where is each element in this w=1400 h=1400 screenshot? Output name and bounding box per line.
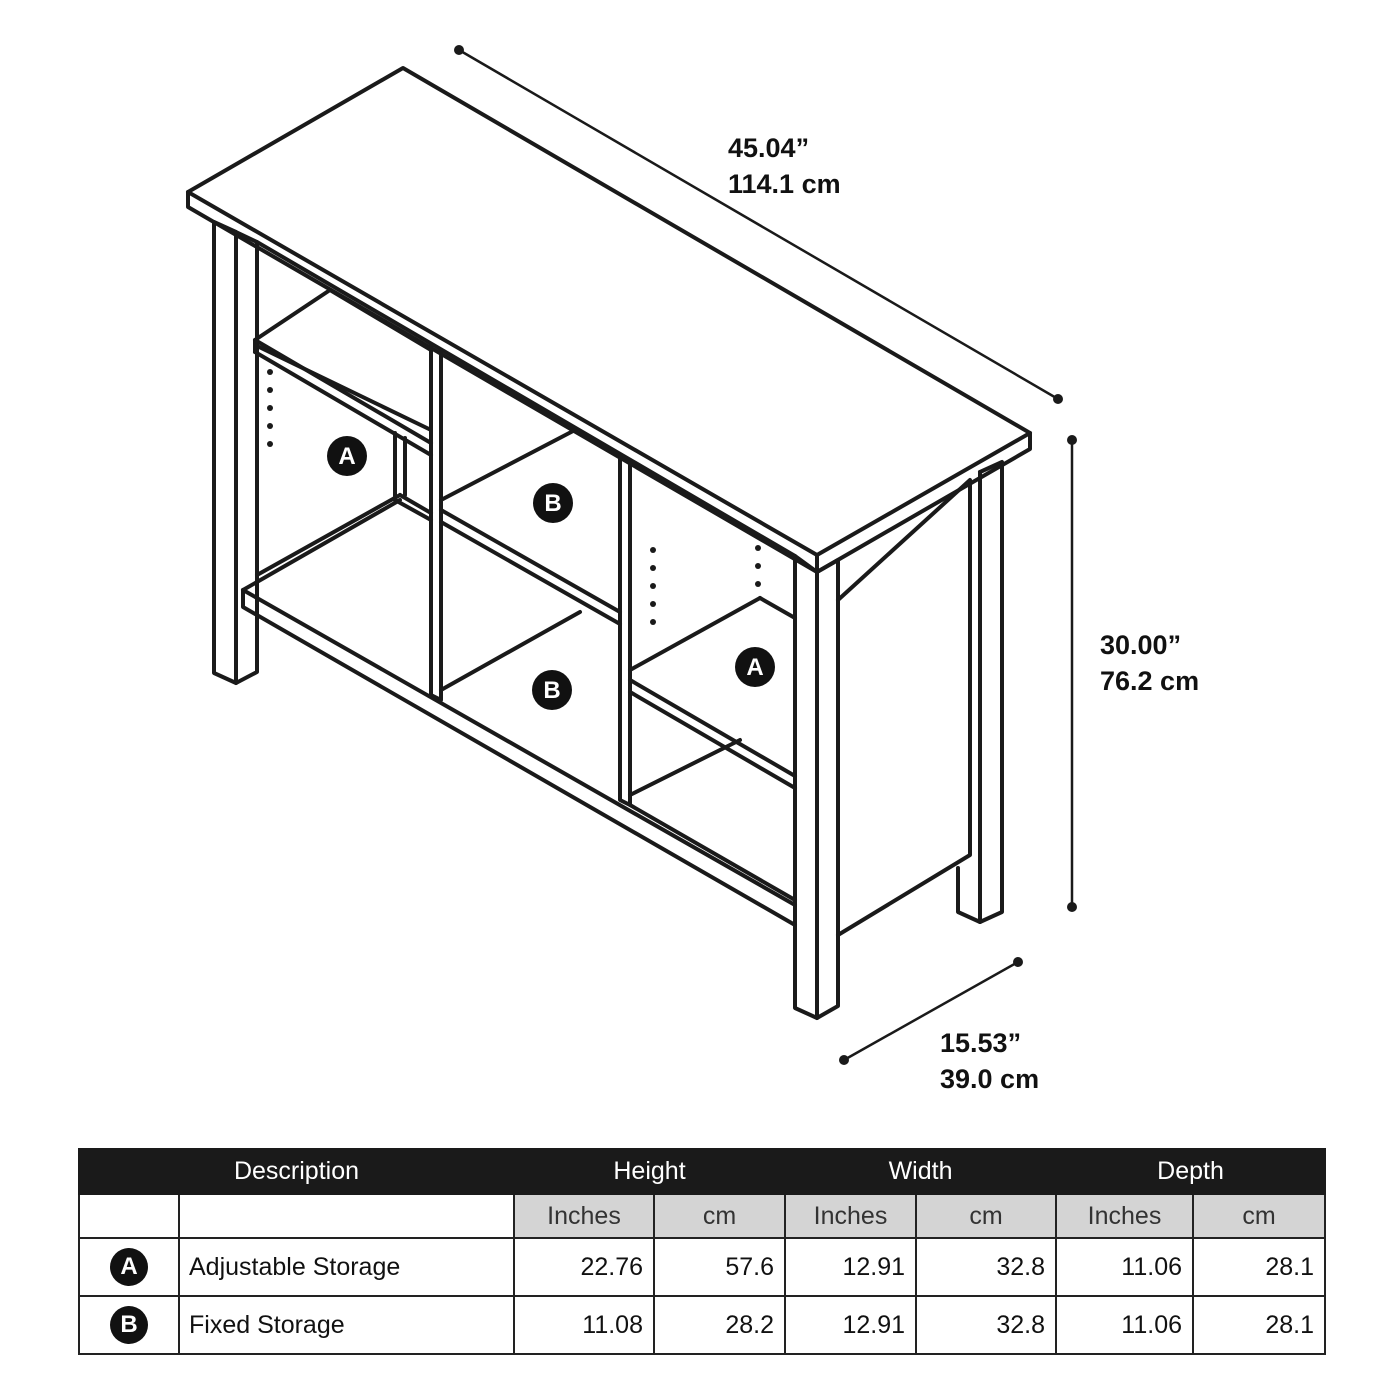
tabletop-front-edge: [188, 192, 1030, 572]
shelf-pin-holes-right: [650, 545, 761, 625]
row-width-cm: 32.8: [916, 1296, 1056, 1354]
tabletop: [188, 68, 1030, 555]
shelf-pin-holes-left: [267, 369, 273, 447]
marker-badge: A: [110, 1248, 148, 1286]
row-description: Adjustable Storage: [179, 1238, 514, 1296]
svg-text:B: B: [544, 490, 562, 517]
svg-text:A: A: [746, 654, 764, 681]
row-depth-cm: 28.1: [1193, 1296, 1325, 1354]
row-height-cm: 57.6: [654, 1238, 785, 1296]
header-width: Width: [785, 1149, 1056, 1194]
header-height: Height: [514, 1149, 785, 1194]
row-width-inches: 12.91: [785, 1296, 916, 1354]
table-header-row: [79, 1149, 1325, 1194]
unit-depth-cm: cm: [1193, 1194, 1325, 1238]
depth-inches: 15.53”: [940, 1028, 1022, 1058]
header-description: Description: [79, 1149, 514, 1194]
row-description: Fixed Storage: [179, 1296, 514, 1354]
right-front-leg: [795, 556, 817, 1018]
bottom-rail: [243, 590, 795, 925]
unit-width-inches: Inches: [785, 1194, 916, 1238]
width-cm: 114.1 cm: [728, 169, 841, 199]
marker-a-left: [327, 436, 367, 476]
height-dimension-label: [1100, 627, 1199, 699]
unit-blank-description: [179, 1194, 514, 1238]
unit-blank-marker: [79, 1194, 179, 1238]
unit-width-cm: cm: [916, 1194, 1056, 1238]
width-dimension-line: [459, 50, 1058, 399]
unit-depth-inches: Inches: [1056, 1194, 1193, 1238]
unit-height-inches: Inches: [514, 1194, 654, 1238]
marker-b-lower: [532, 670, 572, 710]
unit-height-cm: cm: [654, 1194, 785, 1238]
depth-dimension-label: [940, 1025, 1039, 1097]
divider-right: [620, 455, 630, 805]
row-depth-cm: 28.1: [1193, 1238, 1325, 1296]
shelf-upper-left: [255, 290, 431, 430]
row-height-inches: 11.08: [514, 1296, 654, 1354]
row-depth-inches: 11.06: [1056, 1238, 1193, 1296]
table-row: [79, 1296, 1325, 1354]
row-height-cm: 28.2: [654, 1296, 785, 1354]
left-front-leg: [214, 222, 236, 683]
row-width-cm: 32.8: [916, 1238, 1056, 1296]
table-unit-row: [79, 1194, 1325, 1238]
svg-text:B: B: [543, 677, 561, 704]
marker-a-right: [735, 647, 775, 687]
marker-b-upper: [533, 483, 573, 523]
height-inches: 30.00”: [1100, 630, 1182, 660]
depth-cm: 39.0 cm: [940, 1064, 1040, 1094]
svg-text:A: A: [338, 443, 356, 470]
header-depth: Depth: [1056, 1149, 1325, 1194]
width-inches: 45.04”: [728, 133, 810, 163]
row-depth-inches: 11.06: [1056, 1296, 1193, 1354]
marker-badge: B: [110, 1306, 148, 1344]
storage-dimensions-table: [78, 1148, 1326, 1355]
height-cm: 76.2 cm: [1100, 666, 1200, 696]
table-row: [79, 1238, 1325, 1296]
width-dimension-label: [728, 130, 841, 202]
row-width-inches: 12.91: [785, 1238, 916, 1296]
row-height-inches: 22.76: [514, 1238, 654, 1296]
